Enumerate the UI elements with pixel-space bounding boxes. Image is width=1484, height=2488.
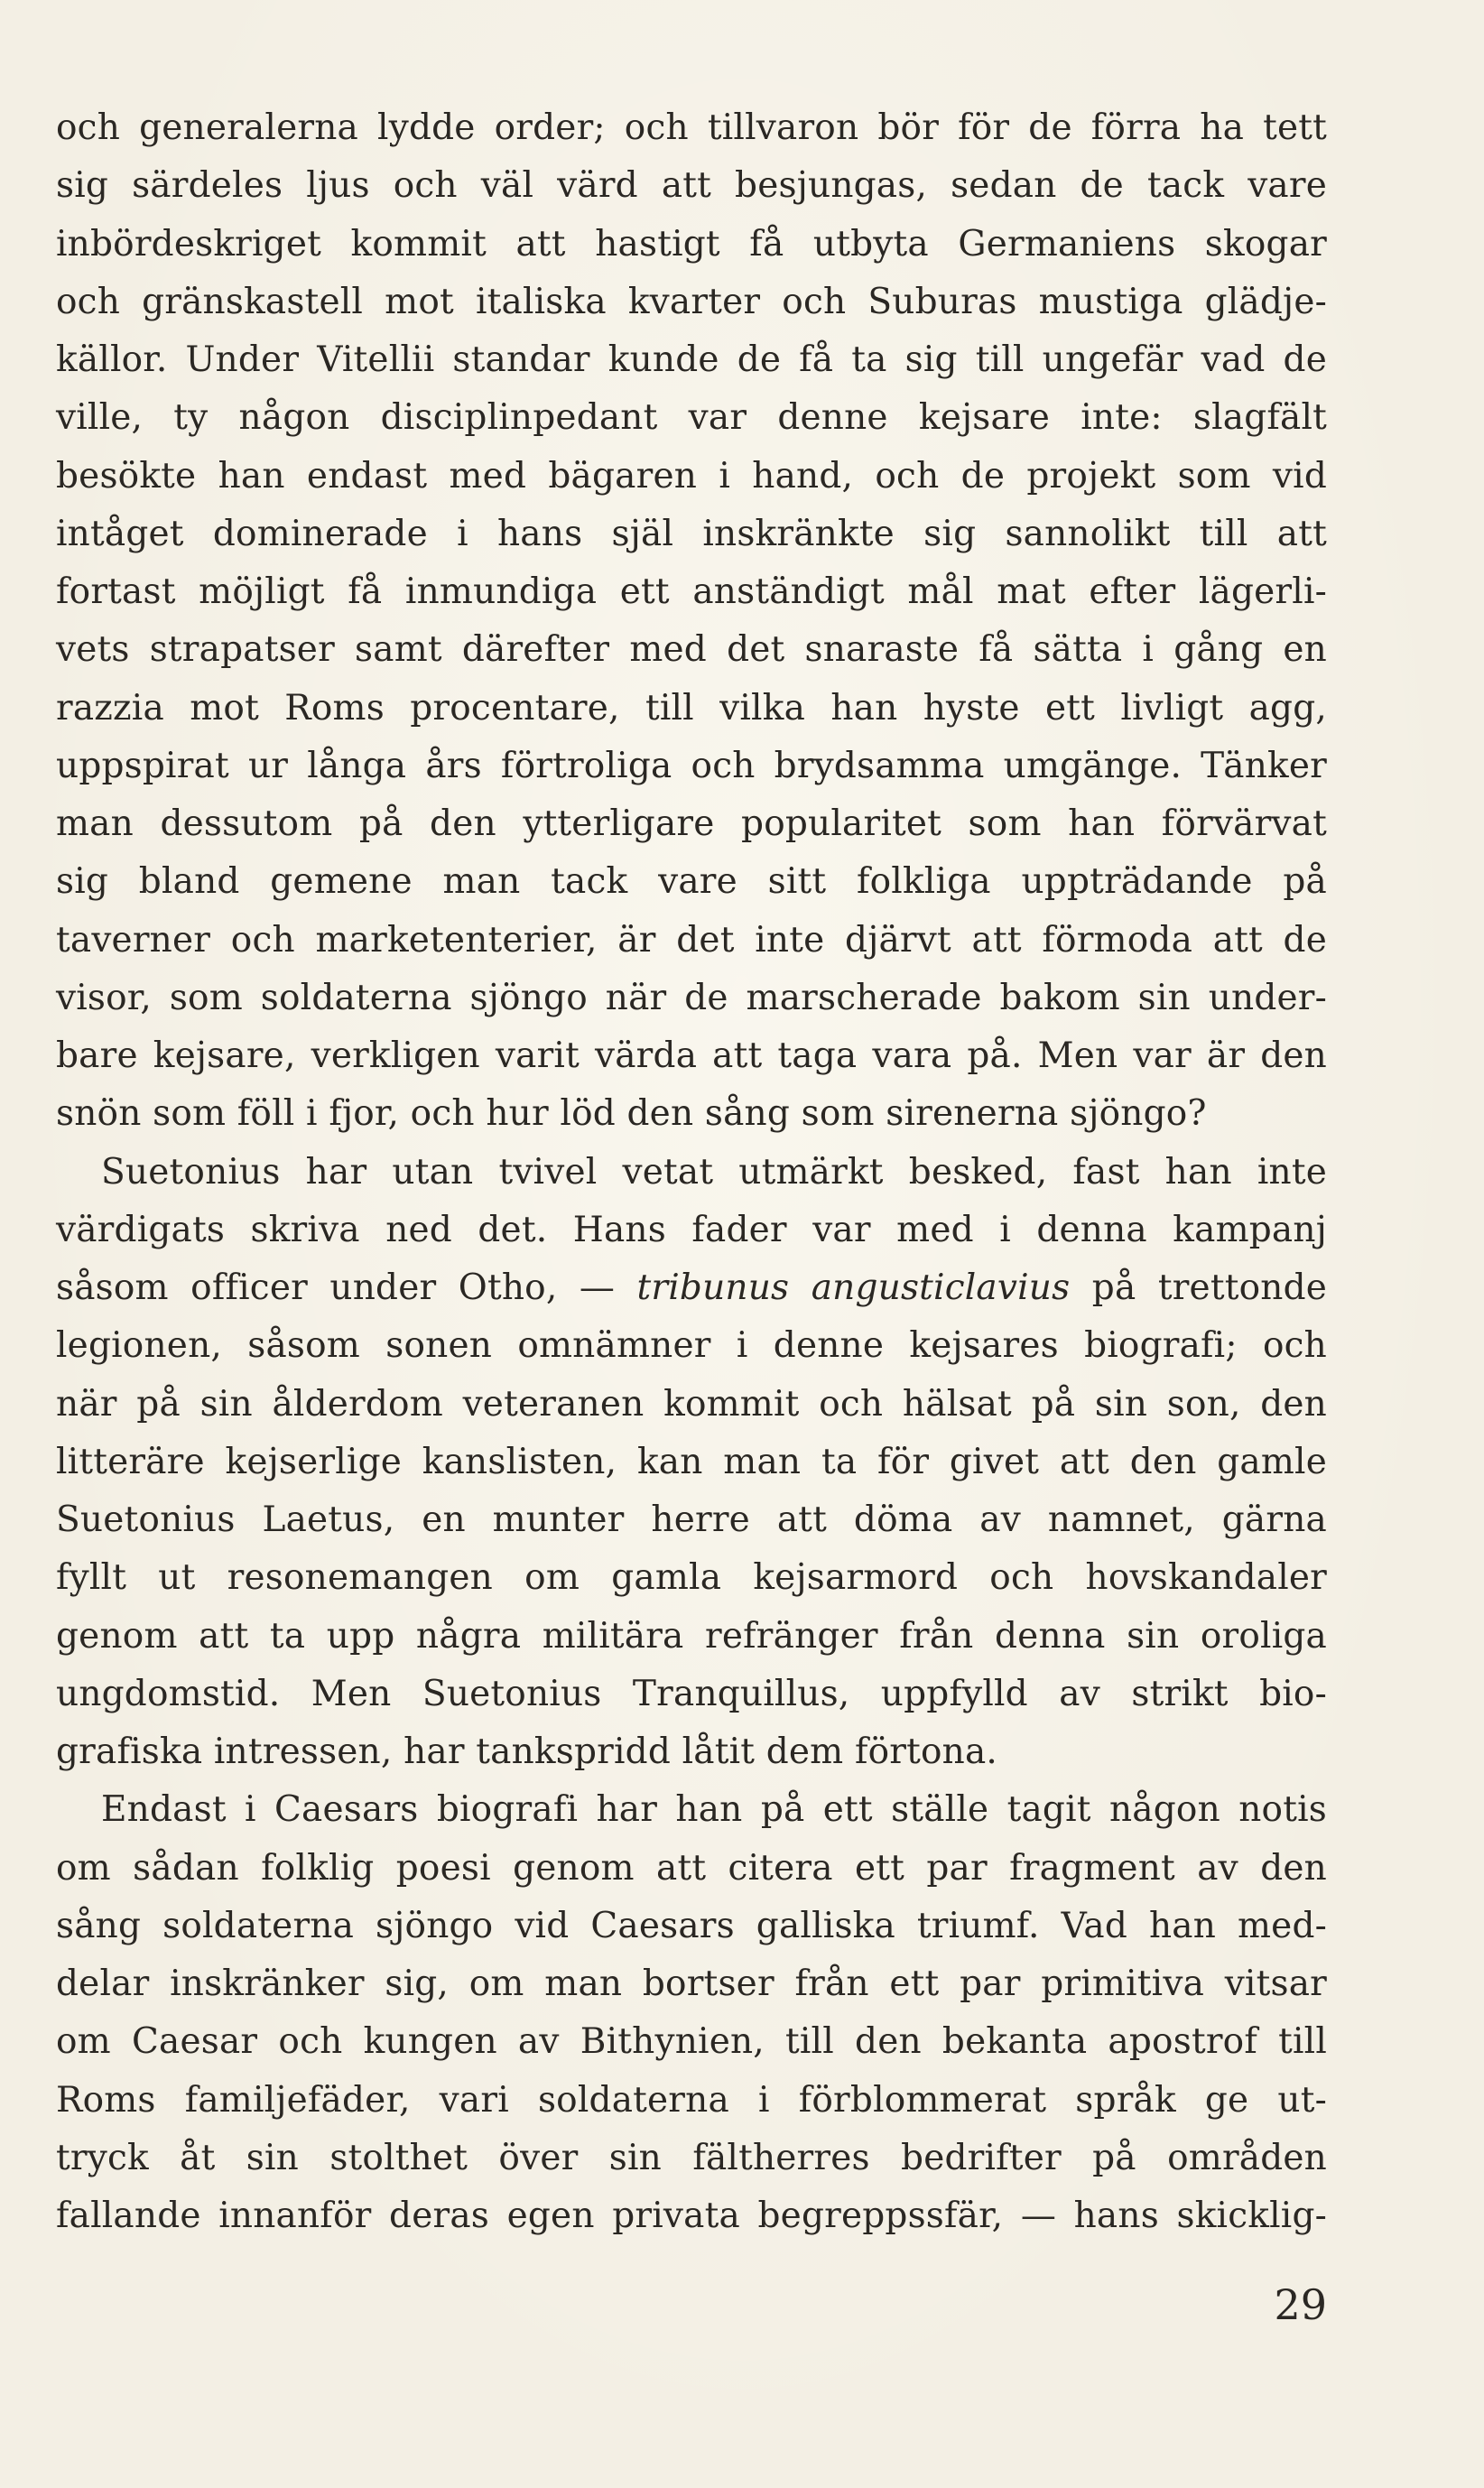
text-line: värdigats skriva ned det. Hans fader var med i denna kampanj <box>56 1209 1327 1250</box>
text-line: ungdomstid. Men Suetonius Tranquillus, uppfylld av strikt bio- <box>56 1673 1327 1714</box>
text-line: litteräre kejserlige kanslisten, kan man ta för givet att den gamle <box>56 1441 1327 1482</box>
text-line: om Caesar och kungen av Bithynien, till den bekanta apostrof till <box>56 2021 1327 2063</box>
text-fragment: såsom officer under Otho, — <box>56 1267 637 1308</box>
text-line: intåget dominerade i hans själ inskränkte sig sannolikt till att <box>56 513 1327 554</box>
text-line: inbördeskriget kommit att hastigt få utbyta Germaniens skogar <box>56 223 1327 265</box>
text-line: grafiska intressen, har tankspridd låtit dem förtona. <box>56 1731 998 1772</box>
text-line: man dessutom på den ytterligare popularitet som han förvärvat <box>56 803 1327 844</box>
text-line: Suetonius har utan tvivel vetat utmärkt besked, fast han inte <box>101 1151 1327 1193</box>
text-line: och generalerna lydde order; och tillvaron bör för de förra ha tett <box>56 107 1327 148</box>
text-line: legionen, såsom sonen omnämner i denne kejsares biografi; och <box>56 1325 1327 1367</box>
text-line <box>56 1259 1327 1317</box>
italic-latin-term: tribunus angusticlavius <box>636 1267 1071 1308</box>
text-line: visor, som soldaterna sjöngo när de marscherade bakom sin under- <box>56 977 1327 1018</box>
text-line: om sådan folklig poesi genom att citera ett par fragment av den <box>56 1847 1327 1889</box>
text-line: fallande innanför deras egen privata begreppssfär, — hans skicklig- <box>56 2196 1327 2236</box>
text-line: razzia mot Roms procentare, till vilka han hyste ett livligt agg, <box>56 687 1327 729</box>
text-line: sig särdeles ljus och väl värd att besjungas, sedan de tack vare <box>56 165 1327 207</box>
text-line: fortast möjligt få inmundiga ett anständigt mål mat efter lägerli- <box>56 571 1327 612</box>
text-line: besökte han endast med bägaren i hand, och de projekt som vid <box>56 455 1327 497</box>
text-line: snön som föll i fjor, och hur löd den sång som sirenerna sjöngo? <box>56 1093 1207 1135</box>
text-line: genom att ta upp några militära refränger från denna sin oroliga <box>56 1615 1327 1657</box>
text-line: uppspirat ur långa års förtroliga och brydsamma umgänge. Tänker <box>56 745 1327 786</box>
text-line: Roms familjefäder, vari soldaterna i förblommerat språk ge ut- <box>56 2079 1327 2121</box>
text-line: sång soldaterna sjöngo vid Caesars galliska triumf. Vad han med- <box>56 1905 1327 1946</box>
text-line: och gränskastell mot italiska kvarter och Suburas mustiga glädje- <box>56 281 1327 322</box>
page-number: 29 <box>1274 2280 1327 2329</box>
text-line: bare kejsare, verkligen varit värda att taga vara på. Men var är den <box>56 1035 1327 1076</box>
text-line: taverner och marketenterier, är det inte djärvt att förmoda att de <box>56 919 1327 961</box>
text-line: sig bland gemene man tack vare sitt folkliga uppträdande på <box>56 861 1327 903</box>
text-line: Endast i Caesars biografi har han på ett ställe tagit någon notis <box>101 1789 1327 1831</box>
text-line: delar inskränker sig, om man bortser från ett par primitiva vitsar <box>56 1963 1327 2004</box>
text-fragment: på trettonde <box>1070 1267 1328 1308</box>
text-line: fyllt ut resonemangen om gamla kejsarmord och hovskandaler <box>56 1557 1327 1599</box>
text-line: tryck åt sin stolthet över sin fältherres bedrifter på områden <box>56 2137 1327 2178</box>
body-text <box>56 99 1327 2245</box>
text-line: ville, ty någon disciplinpedant var denne kejsare inte: slagfält <box>56 397 1327 439</box>
text-line: källor. Under Vitellii standar kunde de få ta sig till ungefär vad de <box>56 339 1327 380</box>
text-line: vets strapatser samt därefter med det snaraste få sätta i gång en <box>56 629 1327 671</box>
text-line: när på sin ålderdom veteranen kommit och hälsat på sin son, den <box>56 1383 1327 1425</box>
text-line: Suetonius Laetus, en munter herre att döma av namnet, gärna <box>56 1499 1327 1540</box>
